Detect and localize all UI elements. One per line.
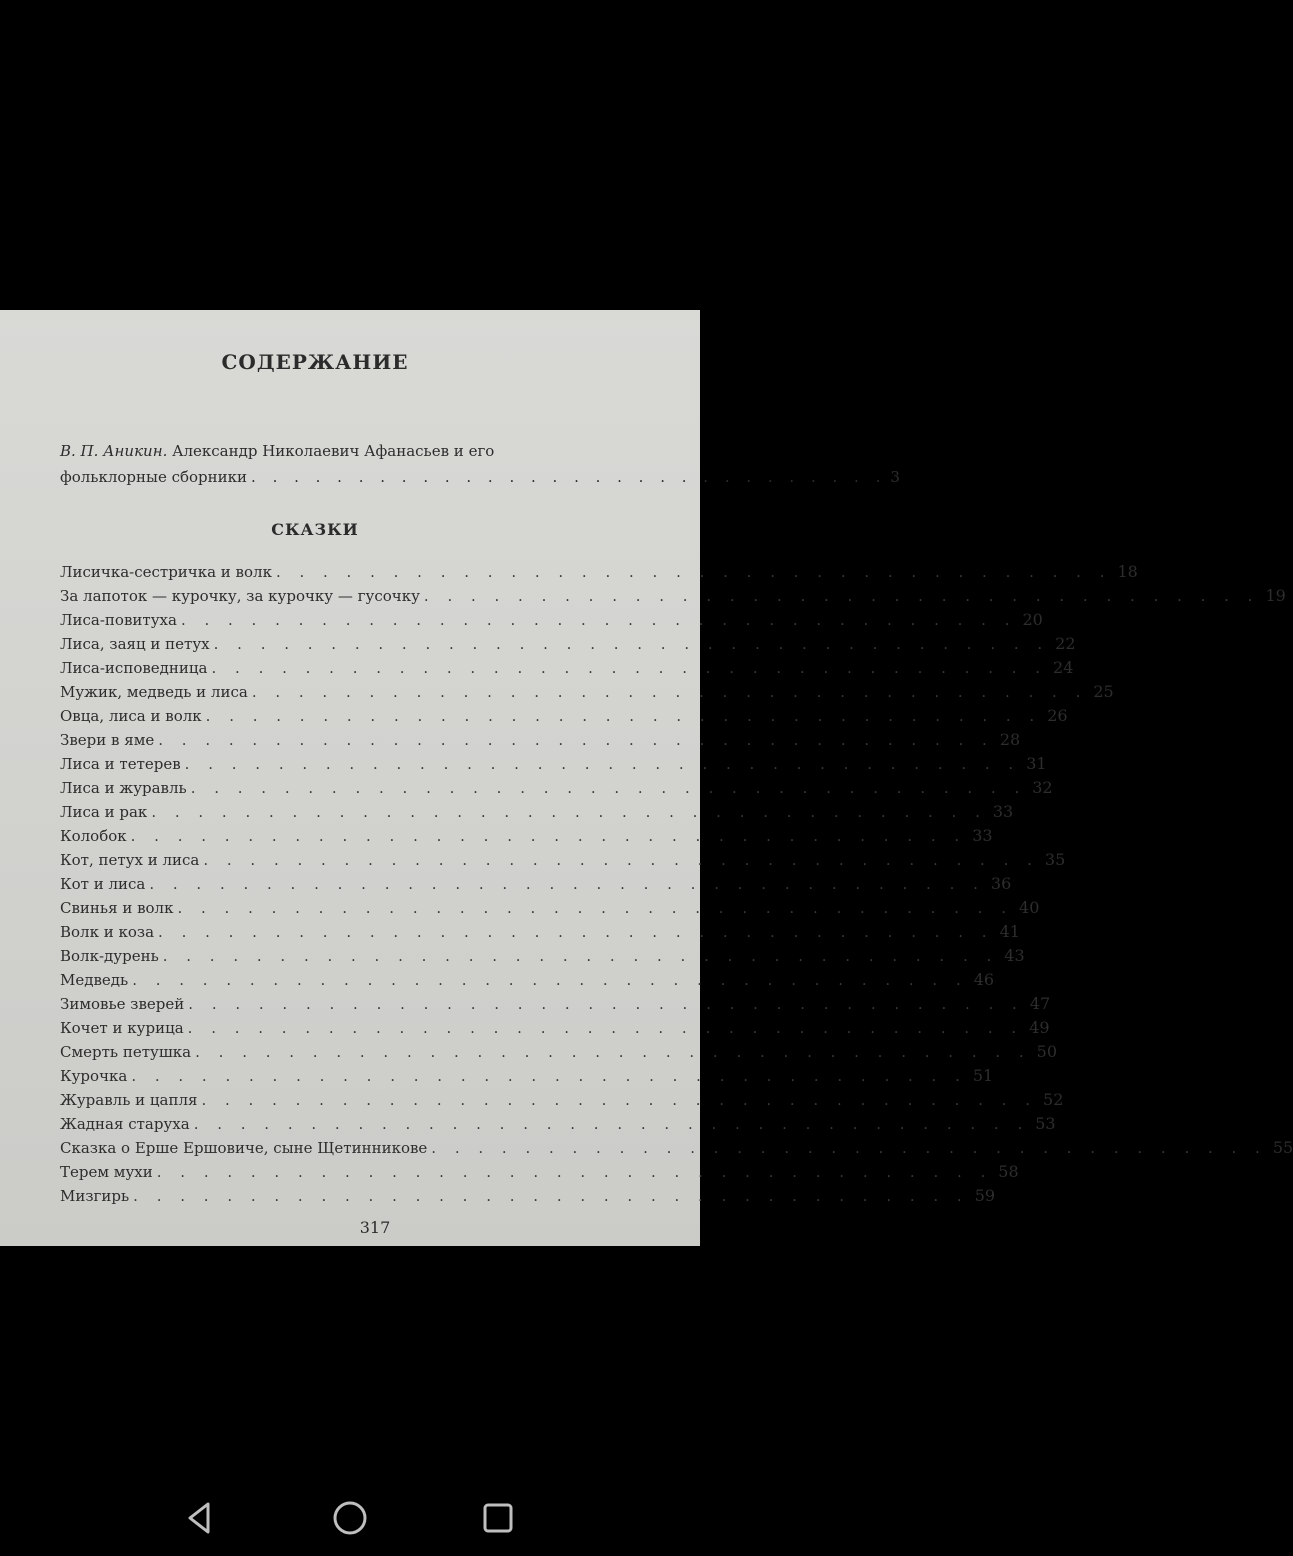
leader-dots: . . . . . . . . . . . . . . . . . . . . . . . . . . . . . . . . . . . . [131,1067,967,1085]
toc-entry-title: Кот, петух и лиса [60,851,200,869]
toc-entry-page: 47 [1029,994,1051,1013]
toc-entry-page: 32 [1032,778,1053,797]
toc-entry [60,874,1012,898]
toc-entry [60,1114,1056,1138]
toc-entry-title: Мужик, медведь и лиса [60,683,248,701]
toc-entry-title: Овца, лиса и волк [60,707,202,725]
leader-dots: . . . . . . . . . . . . . . . . . . . . . . . . . . . . . . . . . . . . [180,611,1017,629]
toc-entry-title: Лиса и журавль [60,779,187,797]
toc-entry [60,802,1014,826]
toc-entry-title: Лиса и рак [60,803,148,821]
book-page [0,310,1293,1246]
toc-entry-page: 31 [1026,754,1047,773]
leader-dots: . . . . . . . . . . . . . . . . . . . . . . . . . . . . . . . . . . . . [149,875,985,893]
toc-entry-page: 19 [1265,586,1286,605]
toc-entry [60,1138,1293,1162]
leader-dots: . . . . . . . . . . . . . . . . . . . . . . . . . . . . . . . . . . . . [156,1163,993,1181]
toc-entry-title: Сказка о Ерше Ершовиче, сыне Щетинникове [60,1139,428,1157]
toc-entry-page: 26 [1047,706,1068,725]
leader-dots: . . . . . . . . . . . . . . . . . . . . . . . . . . . . . . . . . . . . [201,1091,1038,1109]
toc-entry [60,850,1066,874]
leader-dots: . . . . . . . . . . . . . . . . . . . . . . . . . . . . . . . . . . . . [423,587,1260,605]
toc-entry-title: Мизгирь [60,1187,130,1205]
triangle-back-icon [180,1498,220,1538]
leader-dots: . . . . . . . . . . . . . . . . . . . . . . . . . . . . . . . . . . . . [162,947,999,965]
toc-entry [60,706,1068,730]
leader-dots: . . . . . . . . . . . . . . . . . . . . . . . . . . . . . . . . . . . . [431,1139,1267,1157]
intro-line-1 [60,442,605,460]
intro-page-number: 3 [890,468,900,486]
toc-entry [60,682,1114,706]
toc-entry-page: 50 [1036,1042,1058,1061]
toc-entry-page: 25 [1093,682,1114,701]
intro-title-start: Александр Николаевич Афанасьев и его [167,442,495,460]
toc-entry-title: За лапоток — курочку, за курочку — гусочку [60,587,420,605]
toc-entry-title: Свинья и волк [60,899,174,917]
intro-title-end: фольклорные сборники [60,468,248,486]
toc-entry [60,1090,1064,1114]
leader-dots: . . . . . . . . . . . . . . . . . . . . . . . . . . . . . . . . . . . . [275,563,1112,581]
toc-entry-title: Лиса-повитуха [60,611,177,629]
home-button[interactable] [330,1498,370,1538]
toc-entry-title: Терем мухи [60,1163,153,1181]
leader-dots: . . . . . . . . . . . . . . . . . . . . . . . . . . . . . . . . . . . . [205,707,1042,725]
intro-author: В. П. Аникин. [60,442,168,460]
toc-entry-page: 24 [1053,658,1074,677]
recents-button[interactable] [478,1498,518,1538]
toc-entry-page: 20 [1022,610,1043,629]
toc-entry-page: 52 [1043,1090,1064,1109]
toc-entry [60,730,1021,754]
toc-entry [60,562,1138,586]
toc-entry-title: Лисичка-сестричка и волк [60,563,272,581]
toc-entry [60,754,1047,778]
toc-entry [60,778,1053,802]
toc-entry-page: 58 [998,1162,1019,1181]
toc-entry [60,586,1286,610]
toc-entry-title: Жадная старуха [60,1115,190,1133]
leader-dots: . . . . . . . . . . . . . . . . . . . . . . . . . . . . . . . . . . . . [203,851,1039,869]
toc-entry [60,634,1076,658]
toc-entry [60,1162,1019,1186]
toc-entry [60,946,1025,970]
toc-entry-page: 53 [1035,1114,1056,1133]
toc-entry-page: 46 [973,970,995,989]
toc-entry-title: Звери в яме [60,731,155,749]
toc-entry-page: 40 [1019,898,1040,917]
toc-entry [60,610,1043,634]
toc-entry-page: 51 [972,1066,994,1085]
toc-entry-page: 33 [972,826,993,845]
toc-entry-page: 18 [1117,562,1138,581]
toc-entry-title: Медведь [60,971,129,989]
leader-dots: . . . . . . . . . . . . . . . . . . . . . . . . . . . . . . . . . . . . [130,827,967,845]
section-title: СКАЗКИ [271,520,359,539]
toc-entry [60,922,1020,946]
circle-home-icon [330,1498,370,1538]
toc-entry-page: 41 [999,922,1020,941]
toc-entry-page: 59 [974,1186,996,1205]
toc-entry-title: Колобок [60,827,127,845]
page-number: 317 [359,1218,391,1237]
toc-entry [60,1066,994,1090]
system-navigation-bar [0,1470,700,1556]
toc-entry-page: 36 [990,874,1012,893]
leader-dots: . . . . . . . . . . . . . . . . . . . . . . . . . . . . . . . . . . . . [133,1187,969,1205]
leader-dots: . . . . . . . . . . . . . . . . . . . . . . . . . . . . . . . . . . . . [188,995,1024,1013]
toc-entry [60,970,995,994]
leader-dots: . . . . . . . . . . . . . . . . . . . . . . . . . . . . . . . . . . . . [195,1043,1031,1061]
toc-entry [60,994,1051,1018]
toc-entry-title: Лиса-исповедница [60,659,208,677]
toc-entry [60,1018,1050,1042]
toc-entry-title: Смерть петушка [60,1043,192,1061]
toc-entry-title: Лиса и тетерев [60,755,181,773]
toc-entry-page: 49 [1029,1018,1050,1037]
square-recents-icon [478,1498,518,1538]
leader-dots: . . . . . . . . . . . . . . . . . . . . . . . . . . . . . . . . . . . . [213,635,1050,653]
leader-dots: . . . . . . . . . . . . . . . . . . . . . . . . . . . . . . . . . . . . [190,779,1027,797]
toc-entry-title: Кот и лиса [60,875,146,893]
toc-entry-title: Волк и коза [60,923,155,941]
toc-entry [60,826,993,850]
toc-entry [60,658,1074,682]
toc-entry-title: Кочет и курица [60,1019,184,1037]
toc-entry-page: 35 [1044,850,1066,869]
leader-dots: . . . . . . . . . . . . . . . . . . . . . . . . . . . . . . . . . . . . [158,731,994,749]
leader-dots: . . . . . . . . . . . . . . . . . . . . . . . . . . . . . . . . . . . . [184,755,1021,773]
toc-entry [60,1042,1058,1066]
toc-entry-title: Курочка [60,1067,128,1085]
toc-entry-page: 33 [992,802,1014,821]
toc-entry-title: Зимовье зверей [60,995,185,1013]
leader-dots: . . . . . . . . . . . . . . . . . . . . . . . . . . . . . . [251,468,887,486]
intro-line-2 [60,468,900,486]
leader-dots: . . . . . . . . . . . . . . . . . . . . . . . . . . . . . . . . . . . . [132,971,968,989]
toc-entry-page: 55 [1272,1138,1293,1157]
toc-entry-page: 43 [1004,946,1025,965]
table-of-contents [60,562,1293,1210]
toc-entry-title: Волк-дурень [60,947,159,965]
leader-dots: . . . . . . . . . . . . . . . . . . . . . . . . . . . . . . . . . . . . [177,899,1014,917]
page-title: СОДЕРЖАНИЕ [221,350,409,374]
toc-entry-page: 28 [999,730,1021,749]
toc-entry-title: Журавль и цапля [60,1091,198,1109]
leader-dots: . . . . . . . . . . . . . . . . . . . . . . . . . . . . . . . . . . . . [211,659,1048,677]
toc-entry-title: Лиса, заяц и петух [60,635,210,653]
back-button[interactable] [180,1498,220,1538]
toc-entry-page: 22 [1055,634,1076,653]
toc-entry [60,898,1040,922]
leader-dots: . . . . . . . . . . . . . . . . . . . . . . . . . . . . . . . . . . . . [158,923,994,941]
toc-entry [60,1186,996,1210]
leader-dots: . . . . . . . . . . . . . . . . . . . . . . . . . . . . . . . . . . . . [251,683,1088,701]
leader-dots: . . . . . . . . . . . . . . . . . . . . . . . . . . . . . . . . . . . . [193,1115,1030,1133]
leader-dots: . . . . . . . . . . . . . . . . . . . . . . . . . . . . . . . . . . . . [151,803,987,821]
leader-dots: . . . . . . . . . . . . . . . . . . . . . . . . . . . . . . . . . . . . [187,1019,1024,1037]
